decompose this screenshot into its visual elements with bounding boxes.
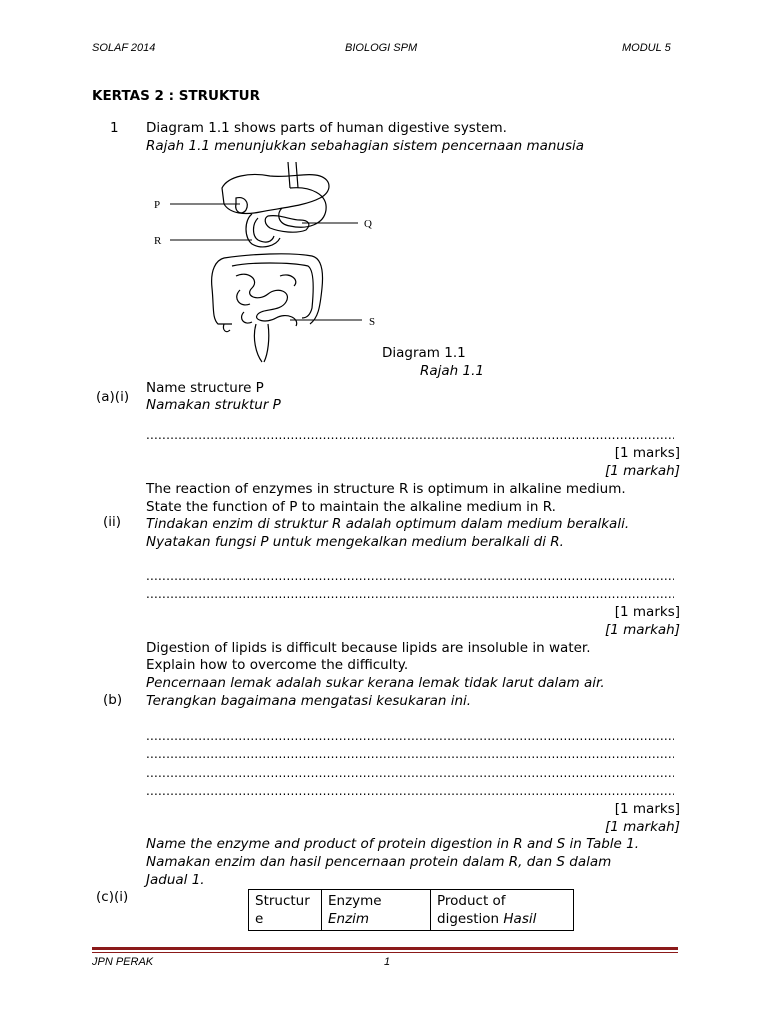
small-intestine-outline (236, 274, 297, 326)
part-b-marks-ms: [1 markah] (604, 819, 680, 835)
part-a-ii-text-en-1: The reaction of enzymes in structure R is optimum in alkaline medium. (146, 481, 626, 497)
answer-line[interactable] (146, 729, 674, 743)
footer-rule-thick (92, 947, 678, 950)
part-a-ii-text-ms-1: Tindakan enzim di struktur R adalah optimum dalam medium beralkali. (146, 516, 630, 532)
table-header-structure-line2: e (255, 911, 264, 927)
table-header-structure-line1: Structur (255, 893, 310, 909)
table-header-structure (249, 890, 322, 931)
part-a-i-text-en: Name structure P (146, 380, 264, 396)
digestive-system-diagram (140, 158, 390, 368)
answer-line[interactable] (146, 747, 674, 761)
part-c-i-text-ms-2: Jadual 1. (146, 872, 205, 888)
answer-line[interactable] (146, 569, 674, 583)
part-a-i-marks-ms: [1 markah] (604, 463, 680, 479)
part-c-i-text-ms-1: Namakan enzim dan hasil pencernaan protein dalam R, dan S dalam (146, 854, 612, 870)
label-p: P (154, 199, 161, 211)
diagram-caption-ms: Rajah 1.1 (420, 363, 484, 379)
table-header-product-en: digestion (437, 911, 504, 927)
part-b-label: (b) (103, 692, 123, 708)
table-header-enzyme (322, 890, 431, 931)
table-1 (248, 889, 574, 931)
pancreas-outline (265, 216, 309, 233)
label-r: R (154, 235, 162, 247)
part-c-i-text-en: Name the enzyme and product of protein digestion in R and S in Table 1. (146, 836, 640, 852)
part-b-text-ms-1: Pencernaan lemak adalah sukar kerana lemak tidak larut dalam air. (146, 675, 605, 691)
part-b-text-en-1: Digestion of lipids is difficult because lipids are insoluble in water. (146, 640, 591, 656)
part-c-i-label: (c)(i) (96, 889, 129, 905)
footer-left: JPN PERAK (92, 956, 154, 968)
page-number: 1 (384, 956, 391, 968)
large-intestine-outline (212, 254, 323, 324)
part-a-i-text-ms: Namakan struktur P (146, 397, 281, 413)
part-b-marks-en: [1 marks] (614, 801, 680, 817)
question-number: 1 (110, 120, 119, 136)
part-a-ii-marks-en: [1 marks] (614, 604, 680, 620)
label-q: Q (364, 218, 372, 230)
part-a-i-label: (a)(i) (96, 389, 130, 405)
table-header-row (249, 890, 574, 931)
question-intro-ms: Rajah 1.1 menunjukkan sebahagian sistem pencernaan manusia (146, 138, 585, 154)
diagram-caption-en: Diagram 1.1 (382, 345, 466, 361)
answer-line[interactable] (146, 766, 674, 780)
label-s: S (369, 316, 376, 328)
answer-line[interactable] (146, 784, 674, 798)
part-a-i-marks-en: [1 marks] (614, 445, 680, 461)
part-b-text-ms-2: Terangkan bagaimana mengatasi kesukaran ini. (146, 693, 472, 709)
table-header-product-line2 (437, 910, 567, 928)
footer-rule-thin (92, 952, 678, 953)
part-a-ii-text-ms-2: Nyatakan fungsi P untuk mengekalkan medium beralkali di R. (146, 534, 564, 550)
rectum-outline (254, 324, 268, 362)
answer-line[interactable] (146, 428, 674, 442)
table-header-enzyme-en: Enzyme (328, 893, 382, 909)
gall-bladder-outline (236, 198, 248, 213)
answer-line[interactable] (146, 587, 674, 601)
table-header-product (431, 890, 574, 931)
table-header-product-line1: Product of (437, 893, 506, 909)
header-left: SOLAF 2014 (92, 42, 156, 54)
part-b-text-en-2: Explain how to overcome the difficulty. (146, 657, 409, 673)
table-header-product-ms: Hasil (503, 911, 537, 927)
header-right: MODUL 5 (622, 42, 671, 54)
section-title: KERTAS 2 : STRUKTUR (92, 88, 261, 104)
part-a-ii-label: (ii) (103, 514, 122, 530)
header-center: BIOLOGI SPM (345, 42, 418, 54)
liver-outline (222, 175, 329, 214)
part-a-ii-text-en-2: State the function of P to maintain the alkaline medium in R. (146, 499, 556, 515)
question-intro-en: Diagram 1.1 shows parts of human digestive system. (146, 120, 507, 136)
part-a-ii-marks-ms: [1 markah] (604, 622, 680, 638)
table-header-enzyme-ms: Enzim (328, 911, 370, 927)
